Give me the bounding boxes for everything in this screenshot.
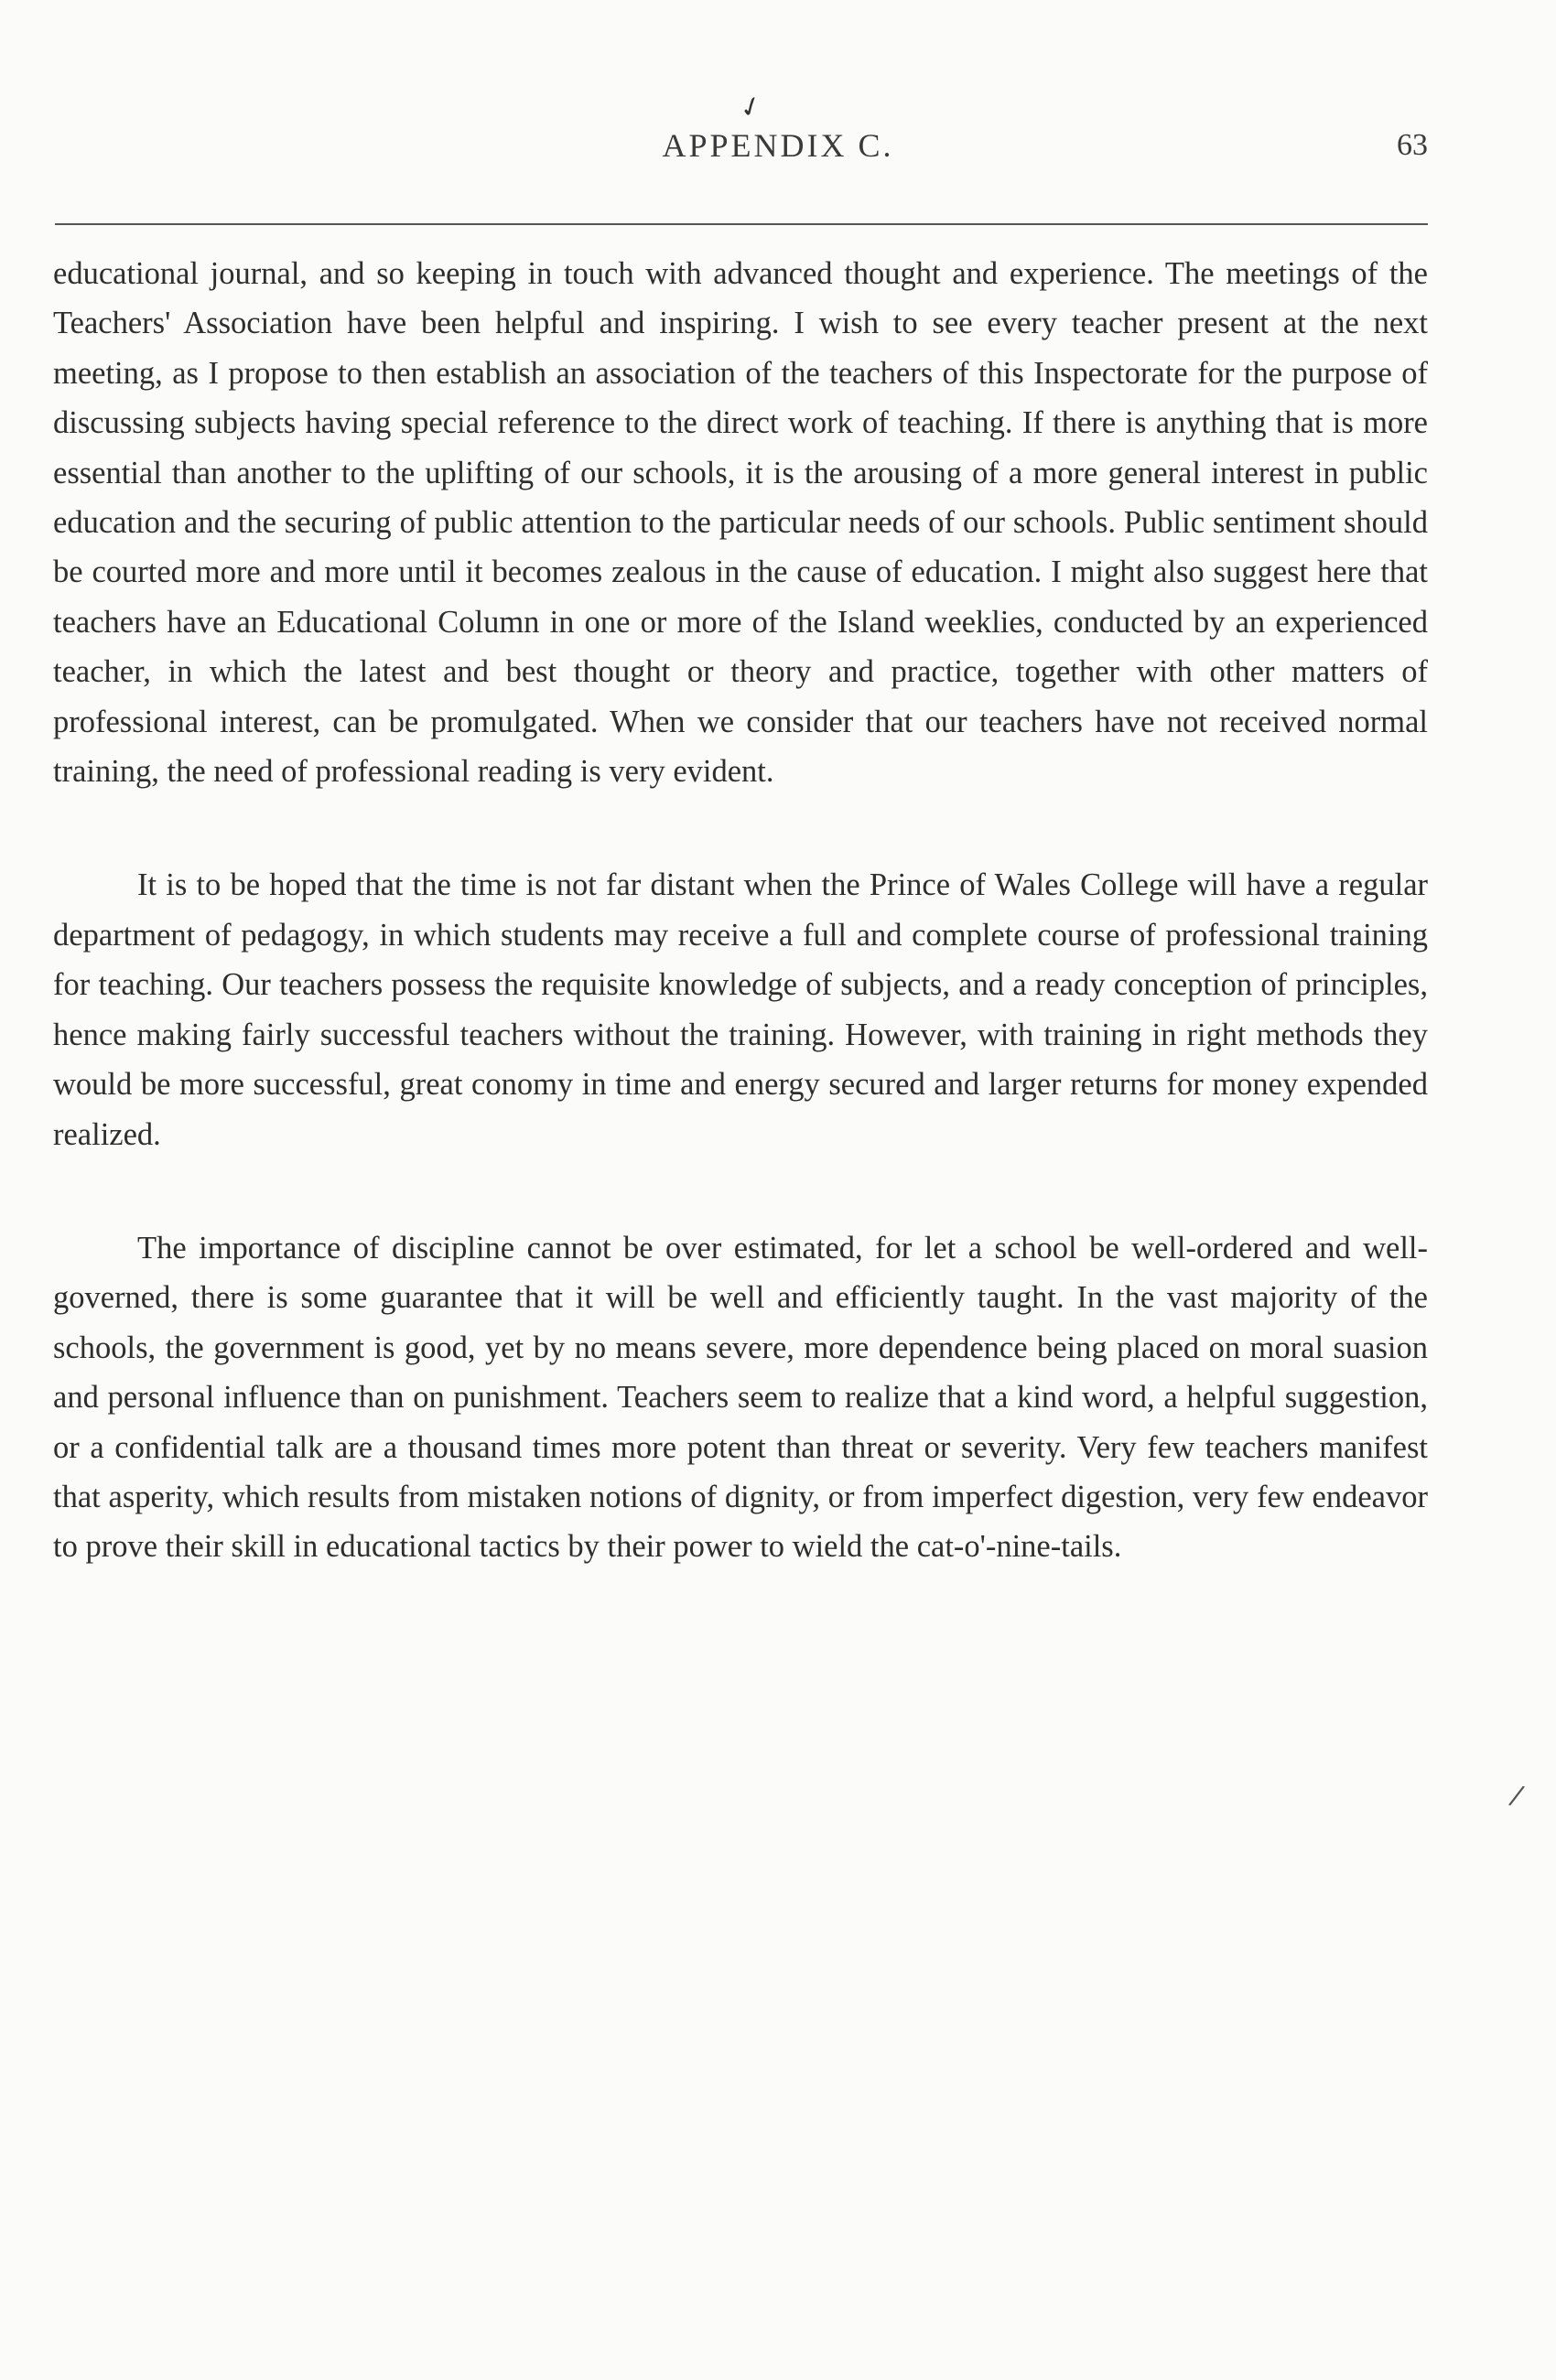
check-mark-annotation: ✓ — [734, 88, 768, 127]
margin-annotation: / — [1507, 1779, 1527, 1813]
header-rule — [55, 223, 1428, 225]
page-header — [0, 126, 1556, 172]
paragraph-pedagogy: It is to be hoped that the time is not far distant when the Prince of Wales College will have a regular department of pedagogy, in which students may receive a full and complete course of professional training for teaching. Our teachers possess the requisite knowledge of subjects, and a ready conception of principles, hence making fairly successful teachers without the training. However, with training in right methods they would be more successful, great conomy in time and energy secured and larger returns for money expended realized. — [53, 867, 1428, 1152]
running-title: APPENDIX C. — [662, 127, 894, 164]
page-number: 63 — [1397, 128, 1428, 162]
body-text — [53, 249, 1428, 1572]
paragraph-continuation: educational journal, and so keeping in touch with advanced thought and experience. The meetings of the Teachers' Association have been helpful and inspiring. I wish to see every teacher present at the next meeting, as I propose to then establish an association of the teachers of this Inspectorate for the purpose of discussing subjects having special reference to the direct work of teaching. If there is anything that is more essential than another to the uplifting of our schools, it is the arousing of a more general interest in public education and the securing of public attention to the particular needs of our schools. Public sentiment should be courted more and more until it becomes zealous in the cause of education. I might also suggest here that teachers have an Educational Column in one or more of the Island weeklies, conducted by an experienced teacher, in which the latest and best thought or theory and practice, together with other matters of professional interest, can be promulgated. When we consider that our teachers have not received normal training, the need of professional reading is very evident. — [53, 256, 1428, 790]
paragraph-discipline: The importance of discipline cannot be over estimated, for let a school be well-ordered and well-governed, there is some guarantee that it will be well and efficiently taught. In the vast majority of the schools, the government is good, yet by no means severe, more dependence being placed on moral suasion and personal influence than on punishment. Teachers seem to realize that a kind word, a helpful suggestion, or a confidential talk are a thousand times more potent than threat or severity. Very few teachers manifest that asperity, which results from mistaken notions of dignity, or from imperfect digestion, very few endeavor to prove their skill in educational tactics by their power to wield the cat-o'-nine-tails. — [53, 1230, 1428, 1565]
